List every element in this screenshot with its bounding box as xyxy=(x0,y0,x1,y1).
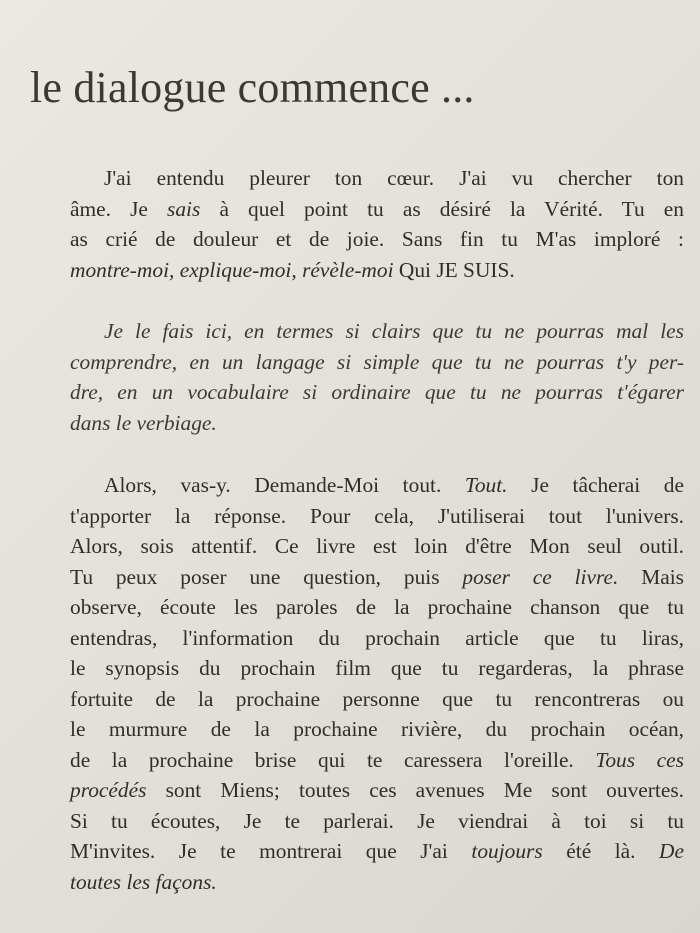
text-line xyxy=(70,745,684,776)
italic-span: poser ce livre. xyxy=(462,564,619,589)
text-line xyxy=(70,316,684,347)
italic-span: Tout. xyxy=(464,473,508,497)
italic-span: procédés xyxy=(70,778,147,802)
text-line xyxy=(70,501,684,532)
text-span: observe, écoute les paroles de la prochaine chanson que tu xyxy=(70,595,684,619)
text-line xyxy=(70,653,684,684)
text-line xyxy=(70,531,684,562)
text-span: Mais xyxy=(618,564,684,589)
paragraph-intro xyxy=(70,163,684,285)
text-span: à quel point tu as désiré la Vérité. Tu en xyxy=(200,196,684,221)
text-span: entendras, l'information du prochain article que tu liras, xyxy=(70,625,684,650)
text-span: as crié de douleur et de joie. Sans fin tu M'as imploré : xyxy=(70,227,684,251)
italic-span: De xyxy=(659,839,684,863)
text-line xyxy=(70,623,684,654)
text-line xyxy=(70,224,684,255)
text-span: M'invites. Je te montrerai que J'ai xyxy=(70,839,472,863)
italic-span: Je le fais ici, en termes si clairs que tu ne pourras mal les xyxy=(104,319,684,343)
text-span: Alors, vas-y. Demande-Moi tout. xyxy=(104,473,465,497)
italic-span: Tous ces xyxy=(595,747,684,772)
text-line xyxy=(70,347,684,378)
text-line xyxy=(70,714,684,745)
text-span: sont Miens; toutes ces avenues Me sont ouvertes. xyxy=(146,778,684,802)
text-line xyxy=(70,408,684,439)
text-line xyxy=(70,470,684,501)
text-line xyxy=(70,377,684,408)
text-line xyxy=(70,255,684,286)
text-line xyxy=(70,562,684,593)
text-span: âme. Je xyxy=(70,196,168,221)
italic-span: dans le verbiage. xyxy=(70,410,217,435)
italic-span: comprendre, en un langage si simple que tu ne pourras t'y per- xyxy=(70,349,684,374)
text-span: été là. xyxy=(542,839,660,863)
text-span: t'apporter la réponse. Pour cela, J'utiliserai tout l'univers. xyxy=(70,503,684,528)
text-span: Tu peux poser une question, puis xyxy=(70,564,463,589)
chapter-heading: le dialogue commence ... xyxy=(30,63,475,112)
text-line xyxy=(70,806,684,837)
text-line xyxy=(70,592,684,623)
text-span: J'ai entendu pleurer ton cœur. J'ai vu chercher ton xyxy=(104,166,684,190)
text-line xyxy=(70,194,684,225)
text-line xyxy=(70,684,684,715)
italic-span: toutes les façons. xyxy=(70,869,217,894)
text-span: Qui JE SUIS. xyxy=(393,257,515,282)
text-span: de la prochaine brise qui te caressera l'oreille. xyxy=(70,747,596,772)
text-line xyxy=(70,163,684,194)
text-span: Je tâcherai de xyxy=(507,473,684,497)
text-span: Alors, sois attentif. Ce livre est loin d'être Mon seul outil. xyxy=(70,534,684,558)
text-span: le murmure de la prochaine rivière, du prochain océan, xyxy=(70,717,684,741)
text-span: Si tu écoutes, Je te parlerai. Je viendrai à toi si tu xyxy=(70,808,684,833)
paragraph-ask-me-anything xyxy=(70,470,684,897)
text-line xyxy=(70,836,684,867)
text-span: fortuite de la prochaine personne que tu rencontreras ou xyxy=(70,686,684,711)
paragraph-italic-promise xyxy=(70,316,684,438)
italic-span: dre, en un vocabulaire si ordinaire que tu ne pourras t'égarer xyxy=(70,380,684,404)
text-line xyxy=(70,775,684,806)
text-span: le synopsis du prochain film que tu regarderas, la phrase xyxy=(70,656,684,680)
italic-span: sais xyxy=(167,196,201,221)
italic-span: montre-moi, explique-moi, révèle-moi xyxy=(70,257,394,282)
text-line xyxy=(70,867,684,898)
italic-span: toujours xyxy=(471,839,543,863)
